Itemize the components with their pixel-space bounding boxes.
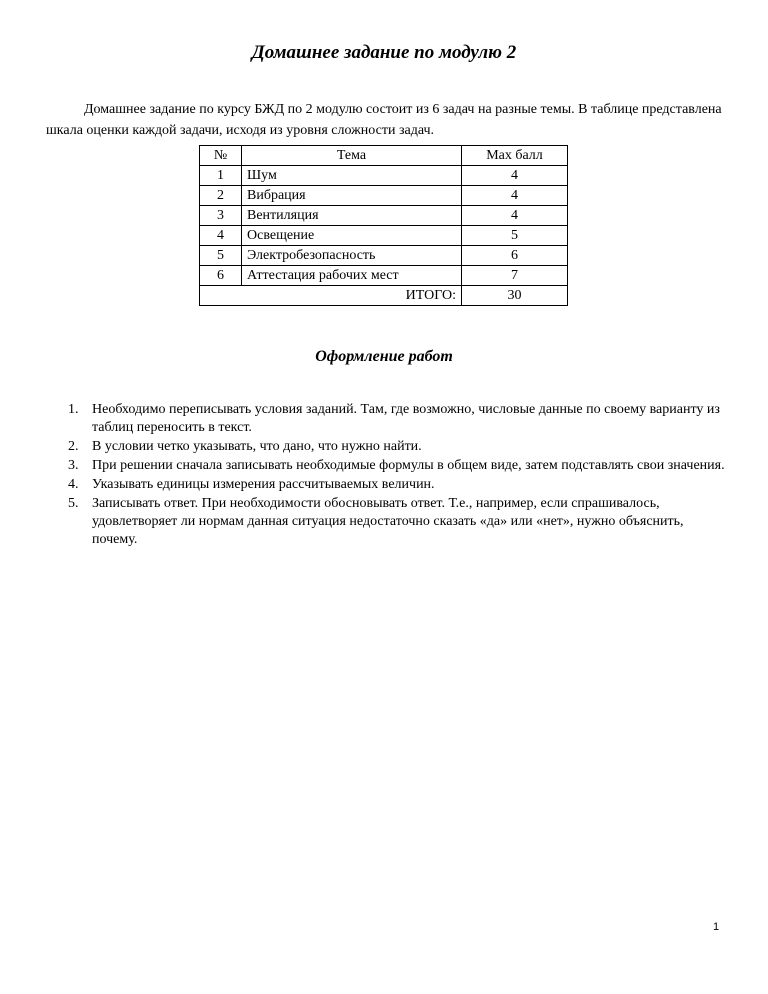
list-item [68,476,732,494]
list-item [68,401,732,437]
row-topic: Аттестация рабочих мест [242,266,462,286]
list-item-number: 5. [68,496,79,511]
header-max-score: Max балл [462,146,568,166]
row-max-score: 4 [462,206,568,226]
row-topic: Вентиляция [242,206,462,226]
list-item-number: 1. [68,402,79,417]
intro-text: Домашнее задание по курсу БЖД по 2 модулю состоит из 6 задач на разные темы. В таблице представлена шкала оценки каждой задачи, исходя из уровня сложности задач. [46,102,722,138]
list-item-number: 4. [68,477,79,492]
header-topic: Тема [242,146,462,166]
row-num: 1 [200,166,242,186]
list-item [68,438,732,456]
row-num: 3 [200,206,242,226]
table-row [200,226,568,246]
row-topic: Шум [242,166,462,186]
row-topic: Освещение [242,226,462,246]
table-row [200,186,568,206]
list-item [68,457,732,475]
row-num: 2 [200,186,242,206]
row-num: 5 [200,246,242,266]
row-topic: Электробезопасность [242,246,462,266]
row-max-score: 5 [462,226,568,246]
list-item-text: В условии четко указывать, что дано, что нужно найти. [92,439,422,454]
row-topic: Вибрация [242,186,462,206]
total-value: 30 [462,286,568,306]
list-item-text: При решении сначала записывать необходимые формулы в общем виде, затем подставлять свои значения. [92,458,725,473]
row-max-score: 4 [462,166,568,186]
score-table [199,145,568,306]
header-num: № [200,146,242,166]
list-item [68,495,732,549]
intro-paragraph [46,99,726,141]
table-row [200,206,568,226]
row-max-score: 7 [462,266,568,286]
list-item-text: Записывать ответ. При необходимости обосновывать ответ. Т.е., например, если спрашивалось, удовлетворяет ли нормам данная ситуация недостаточно сказать «да» или «нет», нужно объяснить, почему. [92,496,684,547]
row-max-score: 6 [462,246,568,266]
total-label: ИТОГО: [200,286,462,306]
table-row [200,246,568,266]
row-max-score: 4 [462,186,568,206]
rules-list [68,401,732,550]
row-num: 6 [200,266,242,286]
section-title: Оформление работ [315,348,453,365]
list-item-text: Необходимо переписывать условия заданий. Там, где возможно, числовые данные по своему варианту из таблиц переносить в текст. [92,402,720,435]
list-item-number: 2. [68,439,79,454]
table-header-row [200,146,568,166]
table-row [200,266,568,286]
table-total-row [200,286,568,306]
page-number: 1 [713,921,720,933]
row-num: 4 [200,226,242,246]
list-item-text: Указывать единицы измерения рассчитываемых величин. [92,477,435,492]
list-item-number: 3. [68,458,79,473]
table-row [200,166,568,186]
page-title: Домашнее задание по модулю 2 [251,42,517,63]
